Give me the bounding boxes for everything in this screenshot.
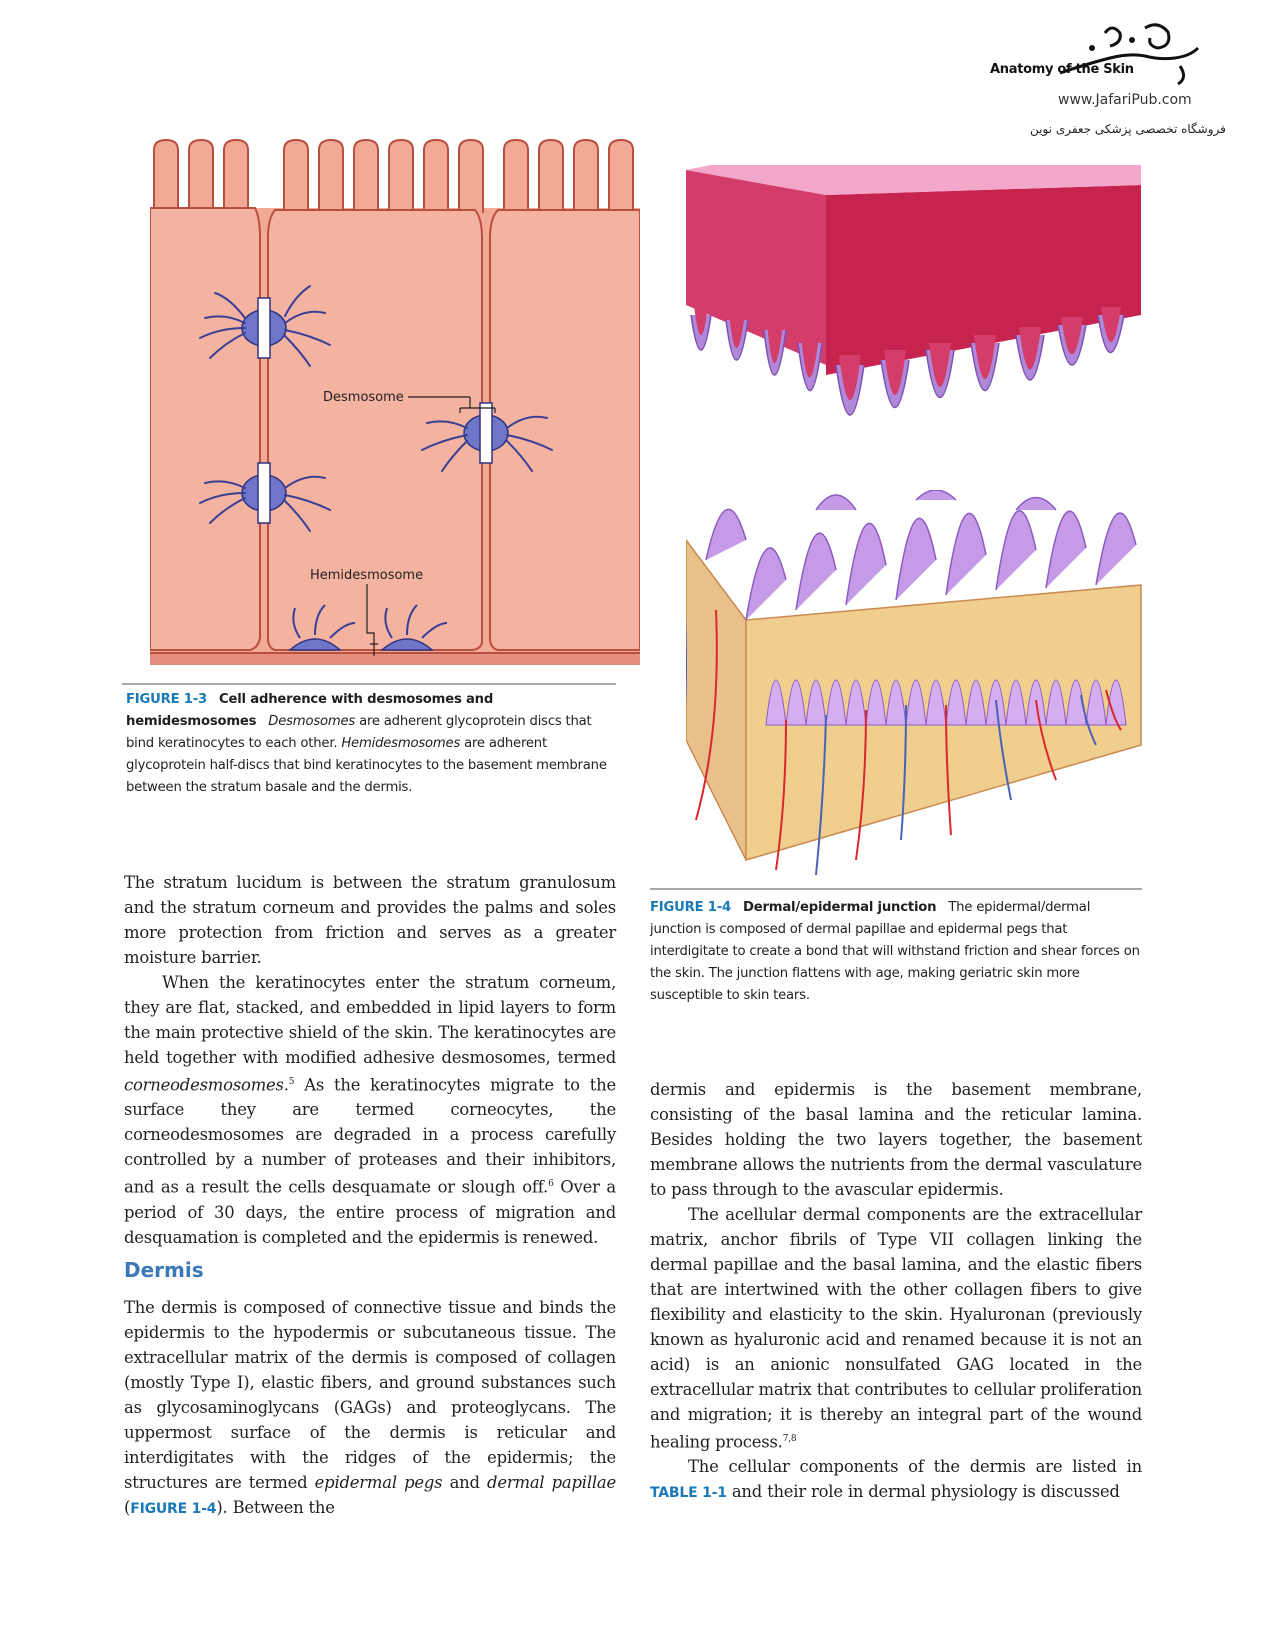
publisher-logo: [1050, 18, 1200, 88]
text-run: When the keratinocytes enter the stratum corneum, they are flat, stacked, and embedded in lipid layers to form the main protective shield of the skin. The keratinocytes are held together with modified adhesive desmosomes, termed: [124, 973, 616, 1067]
caption-term: Hemidesmosomes: [341, 736, 461, 751]
microvillus: [504, 140, 528, 213]
text-run: and their role in dermal physiology is discussed: [726, 1482, 1120, 1502]
publisher-url: www.JafariPub.com: [1058, 92, 1192, 108]
publisher-name: فروشگاه تخصصی پزشکی جعفری نوین: [1030, 122, 1226, 136]
figure-1-3-illustration: [150, 138, 640, 698]
text-run: and: [442, 1473, 488, 1492]
figure-1-4-dermis-block: [686, 490, 1186, 890]
running-title: Anatomy of the Skin: [990, 62, 1134, 77]
reference: 5: [288, 1077, 295, 1087]
microvillus: [459, 140, 483, 213]
microvillus: [354, 140, 378, 213]
figure-number: FIGURE 1-3: [126, 692, 208, 707]
label-desmosome: Desmosome: [323, 390, 404, 405]
figure-1-4-epidermis-block: [686, 165, 1186, 460]
text-run: ). Between the: [216, 1498, 335, 1517]
term: dermal papillae: [487, 1473, 616, 1492]
paragraph: [650, 1454, 1142, 1506]
caption-text: are adherent glycoprotein discs that bind keratinocytes to each other.: [126, 714, 592, 751]
right-column-text: [650, 1077, 1142, 1506]
caption-text: The epidermal/dermal junction is composed of dermal papillae and epidermal pegs that interdigitate to create a bond that will withstand friction and shear forces on the skin. The junction flattens with age, making geriatric skin more susceptible to skin tears.: [650, 900, 1140, 1003]
paragraph: dermis and epidermis is the basement membrane, consisting of the basal lamina and the reticular lamina. Besides holding the two layers together, the basement membrane allows the nutrients from the dermal vasculature to pass through to the avascular epidermis.: [650, 1080, 1142, 1199]
text-run: The acellular dermal components are the extracellular matrix, anchor fibrils of Type VII collagen linking the dermal papillae and the basal lamina, and the elastic fibers that are intertwined with the other collagen fibers to give flexibility and elasticity to the skin. Hyaluronan (previously known as hyaluronic acid and renamed because it is not an acid) is an anionic nonsulfated GAG located in the extracellular matrix that contributes to cellular proliferation and migration; it is thereby an integral part of the wound healing process.: [650, 1205, 1142, 1452]
microvillus: [424, 140, 448, 213]
microvillus: [319, 140, 343, 213]
figure-1-4-caption: [650, 897, 1140, 1007]
microvillus: [224, 140, 248, 213]
figure-reference-link[interactable]: FIGURE 1-4: [130, 1501, 217, 1517]
figure-title: Dermal/epidermal junction: [743, 900, 937, 915]
figure-number: FIGURE 1-4: [650, 900, 732, 915]
left-column-text-dermis: [124, 1295, 616, 1522]
microvillus: [189, 140, 213, 213]
figure-1-3-rule: [122, 683, 616, 685]
text-run: Over a period of 30 days, the entire process of migration and desquamation is completed and the epidermis is renewed.: [124, 1177, 616, 1247]
figure-1-3-caption: [126, 689, 614, 799]
microvillus: [574, 140, 598, 213]
figure-title: Cell adherence with desmosomes and hemidesmosomes: [126, 692, 494, 729]
text-run: The cellular components of the dermis are listed in: [688, 1457, 1142, 1477]
section-heading-dermis: Dermis: [124, 1258, 204, 1282]
text-run: The dermis is composed of connective tissue and binds the epidermis to the hypodermis or subcutaneous tissue. The extracellular matrix of the dermis is composed of collagen (mostly Type I), elastic fibers, and ground substances such as glycosaminoglycans (GAGs) and proteoglycans. The uppermost surface of the dermis is reticular and interdigitates with the ridges of the epidermis; the structures are termed: [124, 1298, 616, 1492]
term: corneodesmosomes: [124, 1075, 284, 1095]
microvillus: [154, 140, 178, 213]
paragraph: [124, 1295, 616, 1522]
figure-1-4-rule: [650, 888, 1142, 890]
text-run: As the keratinocytes migrate to the surface they are termed corneocytes, the corneodesmosomes are degraded in a process carefully controlled by a number of proteases and their inhibitors, and as a result the cells desquamate or slough off.: [124, 1075, 616, 1197]
caption-text: are adherent glycoprotein half-discs that bind keratinocytes to the basement membrane between the stratum basale and the dermis.: [126, 736, 607, 795]
paragraph: When the keratinocytes enter the stratum corneum, they are flat, stacked, and embedded in lipid layers to form the main protective shield of the skin. The keratinocytes are held together with modified adhesive desmosomes, termed corneodesmosomes.$^5$ As the keratinocytes migrate to the surface they are termed corneocytes, the corneodesmosomes are degraded in a process carefully controlled by a number of proteases and their inhibitors, and as a result the cells desquamate or slough off.$^6$ Over a period of 30 days, the entire process of migration and desquamation is completed and the epidermis is renewed.: [124, 973, 616, 1247]
reference: 6: [548, 1179, 554, 1190]
paragraph: [650, 1202, 1142, 1454]
reference: 7,8: [782, 1434, 797, 1444]
caption-term: Desmosomes: [268, 714, 356, 729]
text-run: (: [124, 1498, 131, 1517]
microvillus: [389, 140, 413, 213]
microvillus: [284, 140, 308, 213]
table-reference-link[interactable]: TABLE 1-1: [650, 1485, 727, 1502]
label-hemidesmosome: Hemidesmosome: [310, 568, 424, 583]
left-column-text: [124, 870, 616, 1250]
term: epidermal pegs: [314, 1473, 443, 1492]
paragraph: The stratum lucidum is between the stratum granulosum and the stratum corneum and provides the palms and soles more protection from friction and serves as a greater moisture barrier.: [124, 873, 616, 967]
microvillus: [539, 140, 563, 213]
microvillus: [609, 140, 633, 213]
